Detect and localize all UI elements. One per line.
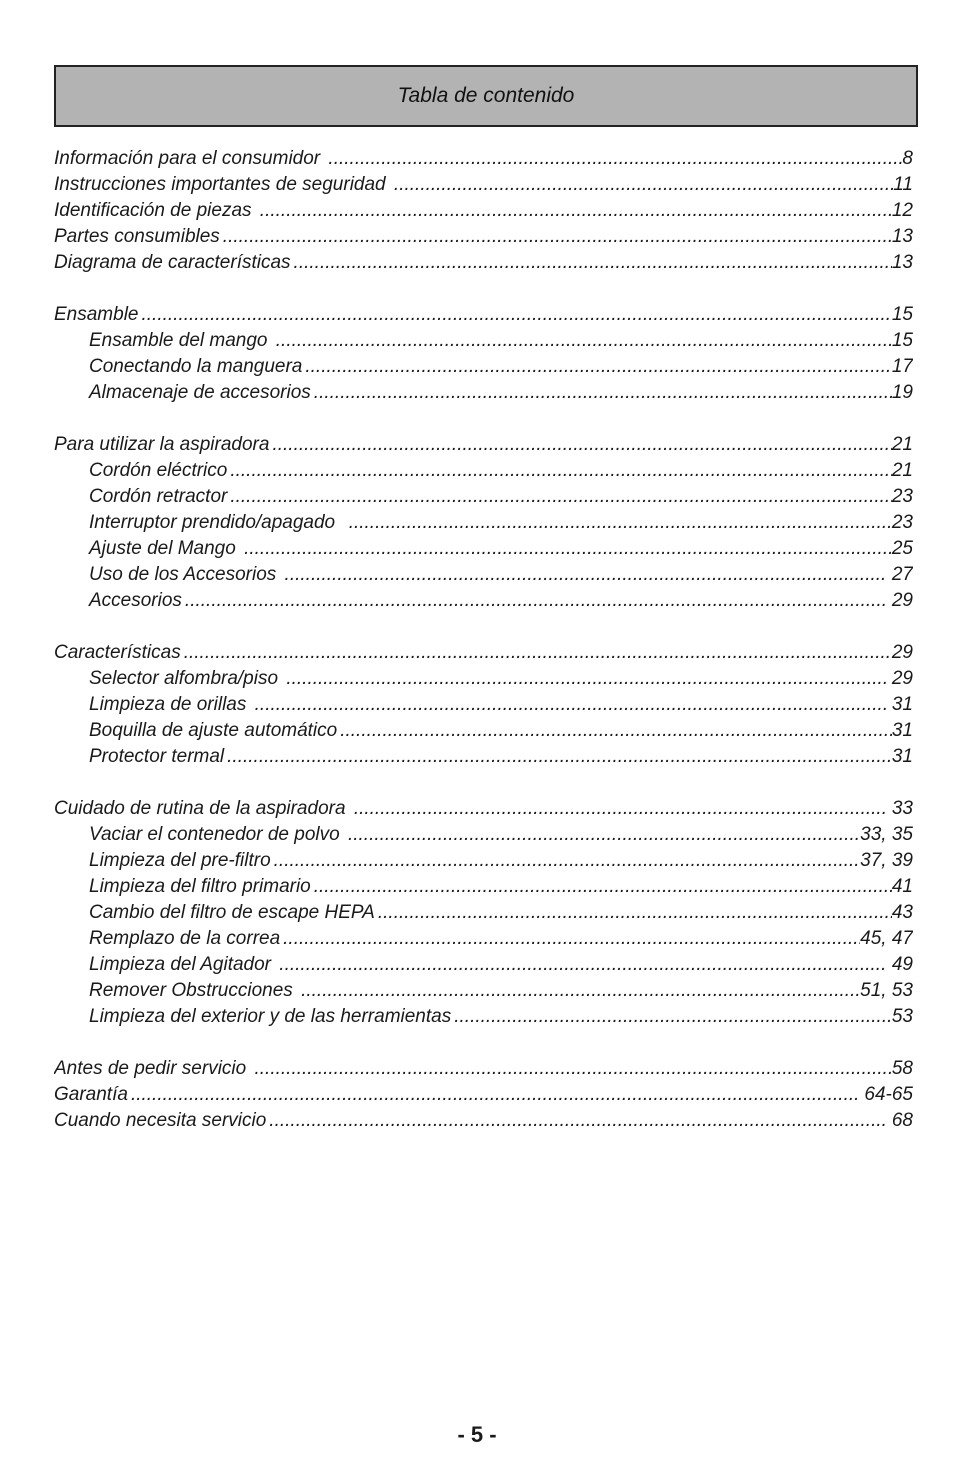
- toc-entry-page: 58: [891, 1058, 913, 1079]
- dot-leader: [255, 1056, 892, 1082]
- toc-entry-label: Limpieza del filtro primario: [89, 876, 311, 897]
- dot-leader: [305, 354, 891, 380]
- toc-entry-page: 49: [886, 954, 913, 975]
- page-number: - 5 -: [457, 1422, 497, 1447]
- toc-entry-page: 11: [893, 174, 913, 195]
- toc-subentry[interactable]: [54, 484, 913, 510]
- dot-leader: [349, 510, 892, 536]
- toc-entry-page: 31: [891, 720, 913, 741]
- toc-entry-label: Para utilizar la aspiradora: [54, 434, 270, 455]
- toc-subentry[interactable]: [54, 666, 913, 692]
- toc-entry-label: Partes consumibles: [54, 226, 220, 247]
- dot-leader: [131, 1082, 859, 1108]
- toc-entry-label: Diagrama de características: [54, 252, 291, 273]
- toc-entry-page: 53: [891, 1006, 913, 1027]
- toc-entry[interactable]: [54, 302, 913, 328]
- table-of-contents: [54, 146, 913, 1160]
- toc-entry-label: Selector alfombra/piso: [89, 668, 284, 689]
- toc-entry[interactable]: [54, 796, 913, 822]
- toc-entry-label: Ajuste del Mango: [89, 538, 242, 559]
- toc-entry-page: 23: [891, 486, 913, 507]
- toc-subentry[interactable]: [54, 380, 913, 406]
- toc-section: [54, 640, 913, 770]
- toc-entry-page: 51, 53: [860, 980, 913, 1001]
- toc-subentry[interactable]: [54, 822, 913, 848]
- dot-leader: [294, 250, 892, 276]
- toc-entry-page: 45, 47: [860, 928, 913, 949]
- toc-subentry[interactable]: [54, 536, 913, 562]
- toc-subentry[interactable]: [54, 952, 913, 978]
- toc-entry-page: 12: [891, 200, 913, 221]
- toc-section: [54, 302, 913, 406]
- toc-entry-page: 64-65: [859, 1084, 913, 1105]
- toc-subentry[interactable]: [54, 354, 913, 380]
- toc-entry-page: 31: [886, 694, 913, 715]
- toc-subentry[interactable]: [54, 692, 913, 718]
- toc-entry-page: 43: [891, 902, 913, 923]
- toc-entry-page: 23: [891, 512, 913, 533]
- toc-entry-page: 41: [891, 876, 913, 897]
- dot-leader: [314, 874, 892, 900]
- toc-entry[interactable]: [54, 250, 913, 276]
- toc-entry-label: Remover Obstrucciones: [89, 980, 299, 1001]
- toc-entry[interactable]: [54, 432, 913, 458]
- toc-entry-label: Interruptor prendido/apagado: [89, 512, 346, 533]
- dot-leader: [340, 718, 892, 744]
- toc-subentry[interactable]: [54, 900, 913, 926]
- toc-entry-page: 15: [891, 304, 913, 325]
- toc-entry-page: 31: [891, 746, 913, 767]
- toc-entry-label: Cuidado de rutina de la aspiradora: [54, 798, 351, 819]
- toc-section: [54, 1056, 913, 1134]
- page-title: Tabla de contenido: [397, 84, 575, 107]
- toc-entry-page: 68: [886, 1110, 913, 1131]
- toc-entry-label: Garantía: [54, 1084, 128, 1105]
- dot-leader: [223, 224, 892, 250]
- dot-leader: [348, 822, 860, 848]
- toc-entry-label: Instrucciones importantes de seguridad: [54, 174, 391, 195]
- dot-leader: [274, 848, 861, 874]
- dot-leader: [301, 978, 860, 1004]
- toc-entry-page: 13: [891, 226, 913, 247]
- dot-leader: [283, 926, 860, 952]
- toc-entry[interactable]: [54, 1082, 913, 1108]
- toc-entry-label: Vaciar el contenedor de polvo: [89, 824, 345, 845]
- toc-entry-page: 17: [891, 356, 913, 377]
- dot-leader: [328, 146, 902, 172]
- toc-title-box: [54, 65, 918, 127]
- dot-leader: [354, 796, 887, 822]
- toc-entry-page: 8: [902, 148, 913, 169]
- dot-leader: [260, 198, 892, 224]
- toc-entry-label: Cambio del filtro de escape HEPA: [89, 902, 375, 923]
- toc-subentry[interactable]: [54, 926, 913, 952]
- toc-subentry[interactable]: [54, 510, 913, 536]
- toc-entry-page: 19: [891, 382, 913, 403]
- toc-entry-page: 21: [891, 460, 913, 481]
- toc-subentry[interactable]: [54, 718, 913, 744]
- toc-entry-label: Protector termal: [89, 746, 225, 767]
- dot-leader: [227, 744, 892, 770]
- dot-leader: [286, 666, 886, 692]
- dot-leader: [142, 302, 892, 328]
- toc-subentry[interactable]: [54, 562, 913, 588]
- dot-leader: [230, 484, 892, 510]
- toc-subentry[interactable]: [54, 1004, 913, 1030]
- toc-entry-label: Ensamble: [54, 304, 139, 325]
- toc-subentry[interactable]: [54, 978, 913, 1004]
- toc-subentry[interactable]: [54, 458, 913, 484]
- toc-entry[interactable]: [54, 1056, 913, 1082]
- toc-entry-label: Ensamble del mango: [89, 330, 273, 351]
- toc-entry[interactable]: [54, 1108, 913, 1134]
- toc-entry-page: 27: [886, 564, 913, 585]
- toc-entry-label: Características: [54, 642, 181, 663]
- toc-entry-label: Limpieza del exterior y de las herramientas: [89, 1006, 452, 1027]
- dot-leader: [285, 562, 887, 588]
- toc-entry-label: Limpieza del Agitador: [89, 954, 277, 975]
- toc-entry-label: Identificación de piezas: [54, 200, 257, 221]
- toc-subentry[interactable]: [54, 328, 913, 354]
- toc-entry-label: Cordón retractor: [89, 486, 228, 507]
- toc-entry-page: 33, 35: [860, 824, 913, 845]
- toc-entry-page: 33: [886, 798, 913, 819]
- toc-entry-page: 29: [886, 590, 913, 611]
- toc-entry[interactable]: [54, 198, 913, 224]
- toc-entry-page: 13: [891, 252, 913, 273]
- dot-leader: [272, 432, 891, 458]
- toc-entry-label: Remplazo de la correa: [89, 928, 281, 949]
- dot-leader: [314, 380, 892, 406]
- dot-leader: [185, 588, 887, 614]
- toc-entry-label: Conectando la manguera: [89, 356, 303, 377]
- toc-section: [54, 146, 913, 276]
- toc-entry-label: Cordón eléctrico: [89, 460, 228, 481]
- dot-leader: [454, 1004, 892, 1030]
- dot-leader: [378, 900, 892, 926]
- dot-leader: [276, 328, 892, 354]
- toc-entry-label: Uso de los Accesorios: [89, 564, 282, 585]
- toc-entry[interactable]: [54, 146, 913, 172]
- toc-subentry[interactable]: [54, 848, 913, 874]
- toc-entry[interactable]: [54, 172, 913, 198]
- toc-entry-page: 37, 39: [860, 850, 913, 871]
- dot-leader: [269, 1108, 886, 1134]
- toc-entry[interactable]: [54, 224, 913, 250]
- dot-leader: [184, 640, 892, 666]
- dot-leader: [244, 536, 892, 562]
- toc-entry-page: 21: [891, 434, 913, 455]
- toc-section: [54, 796, 913, 1030]
- toc-entry-label: Antes de pedir servicio: [54, 1058, 252, 1079]
- toc-subentry[interactable]: [54, 588, 913, 614]
- toc-entry-label: Limpieza del pre-filtro: [89, 850, 271, 871]
- toc-entry-label: Información para el consumidor: [54, 148, 326, 169]
- toc-entry-label: Boquilla de ajuste automático: [89, 720, 338, 741]
- toc-subentry[interactable]: [54, 744, 913, 770]
- toc-entry-page: 25: [891, 538, 913, 559]
- toc-entry-label: Limpieza de orillas: [89, 694, 252, 715]
- dot-leader: [279, 952, 886, 978]
- dot-leader: [255, 692, 887, 718]
- toc-entry-label: Almacenaje de accesorios: [89, 382, 311, 403]
- toc-entry-page: 15: [891, 330, 913, 351]
- toc-entry-label: Accesorios: [89, 590, 182, 611]
- toc-entry-page: 29: [891, 642, 913, 663]
- toc-subentry[interactable]: [54, 874, 913, 900]
- dot-leader: [230, 458, 892, 484]
- toc-section: [54, 432, 913, 614]
- dot-leader: [394, 172, 893, 198]
- toc-entry-label: Cuando necesita servicio: [54, 1110, 267, 1131]
- toc-entry-page: 29: [886, 668, 913, 689]
- toc-entry[interactable]: [54, 640, 913, 666]
